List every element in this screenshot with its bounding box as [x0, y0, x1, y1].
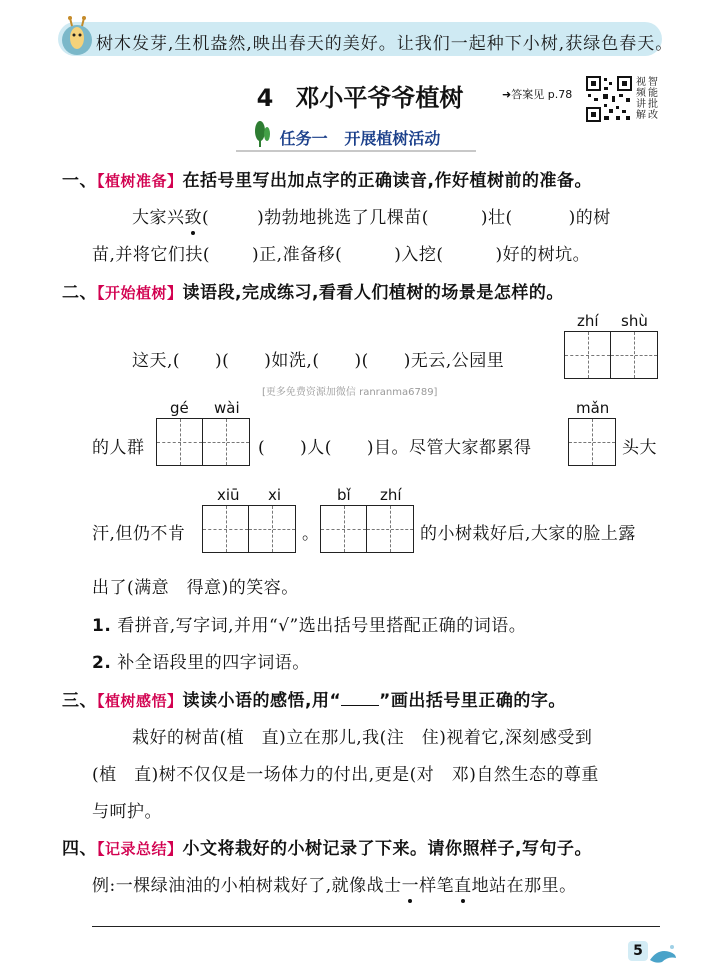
pinyin-xi: xi: [268, 486, 282, 504]
q3-line-2: (植 直)树不仅仅是一场体力的付出,更是(对 邓)自然生态的尊重: [92, 765, 599, 785]
q1-prompt: 在括号里写出加点字的正确读音,作好植树前的准备。: [182, 171, 592, 191]
answer-reference: ➜答案见 p.78: [502, 88, 573, 101]
q2-para-line-3c: 的小树栽好后,大家的脸上露: [420, 524, 636, 544]
answer-writing-line[interactable]: [92, 926, 660, 927]
q1-heading: 一、【植树准备】在括号里写出加点字的正确读音,作好植树前的准备。: [62, 171, 592, 191]
q2-tag: 【开始植树】: [97, 284, 183, 302]
q2-heading: 二、【开始植树】读语段,完成练习,看看人们植树的场景是怎样的。: [62, 283, 564, 303]
lesson-number: 4: [256, 84, 274, 112]
answer-box-man[interactable]: [568, 418, 616, 466]
q2-sub-2: 2. 补全语段里的四字词语。: [92, 653, 310, 673]
q4-prompt: 小文将栽好的小树记录了下来。请你照样子,写句子。: [182, 839, 592, 859]
task-divider: [236, 150, 476, 152]
task-header: [0, 126, 720, 149]
qr-label-video: 视 频 讲 解: [636, 77, 646, 121]
dolphin-icon: [648, 944, 678, 966]
pinyin-man: mǎn: [576, 399, 610, 417]
q1-tag: 【植树准备】: [97, 172, 183, 190]
pinyin-zhi-2: zhí: [380, 486, 402, 504]
q2-para-line-4: 出了(满意 得意)的笑容。: [92, 578, 299, 598]
q2-para-line-2a: 的人群: [92, 438, 145, 458]
qr-label-smart: 智 能 批 改: [648, 77, 658, 121]
page-number: 5: [628, 941, 648, 961]
q1-line-1: 大家兴致( )勃勃地挑选了几棵苗( )壮( )的树: [132, 208, 611, 228]
pinyin-bi: bǐ: [337, 486, 351, 504]
pinyin-zhi: zhí: [577, 312, 599, 330]
q2-para-line-3b: 。: [302, 524, 320, 544]
answer-box-bizhi[interactable]: [320, 505, 414, 553]
task-title: 开展植树活动: [344, 129, 441, 148]
banner-text: 树木发芽,生机盎然,映出春天的美好。让我们一起种下小树,获绿色春天。: [96, 34, 674, 54]
q2-para-line-2c: 头大: [622, 438, 657, 458]
q2-prompt: 读语段,完成练习,看看人们植树的场景是怎样的。: [182, 283, 564, 303]
q2-para-line-3a: 汗,但仍不肯: [92, 524, 186, 544]
lesson-title-text: 邓小平爷爷植树: [295, 84, 464, 112]
q2-sub-1: 1. 看拼音,写字词,并用“√”选出括号里搭配正确的词语。: [92, 616, 527, 636]
watermark: [更多免费资源加微信 ranranma6789]: [262, 387, 438, 398]
q2-para-line-1: 这天,( )( )如洗,( )( )无云,公园里: [132, 351, 505, 371]
pinyin-wai: wài: [214, 399, 240, 417]
giraffe-mascot-icon: [60, 14, 94, 58]
answer-box-xiuxi[interactable]: [202, 505, 296, 553]
pinyin-ge: gé: [170, 399, 189, 417]
q3-heading: 三、【植树感悟】读读小语的感悟,用“ ”画出括号里正确的字。: [62, 691, 566, 711]
pinyin-xiu: xiū: [217, 486, 240, 504]
q3-tag: 【植树感悟】: [97, 692, 183, 710]
q4-tag: 【记录总结】: [97, 840, 183, 858]
q2-para-line-2b: ( )人( )目。尽管大家都累得: [258, 438, 532, 458]
answer-box-zhishu[interactable]: [564, 331, 658, 379]
q3-line-3: 与呵护。: [92, 802, 162, 822]
q4-heading: 四、【记录总结】小文将栽好的小树记录了下来。请你照样子,写句子。: [62, 839, 592, 859]
q1-line-2: 苗,并将它们扶( )正,准备移( )入挖( )好的树坑。: [92, 245, 591, 265]
pinyin-shu: shù: [621, 312, 648, 330]
q4-example: 例:一棵绿油油的小柏树栽好了,就像战士一样笔直地站在那里。: [92, 876, 577, 896]
qr-code-icon[interactable]: [586, 76, 632, 122]
task-label: 任务一: [279, 129, 328, 148]
answer-box-gewai[interactable]: [156, 418, 250, 466]
q3-line-1: 栽好的树苗(植 直)立在那儿,我(注 住)视着它,深刻感受到: [132, 728, 593, 748]
